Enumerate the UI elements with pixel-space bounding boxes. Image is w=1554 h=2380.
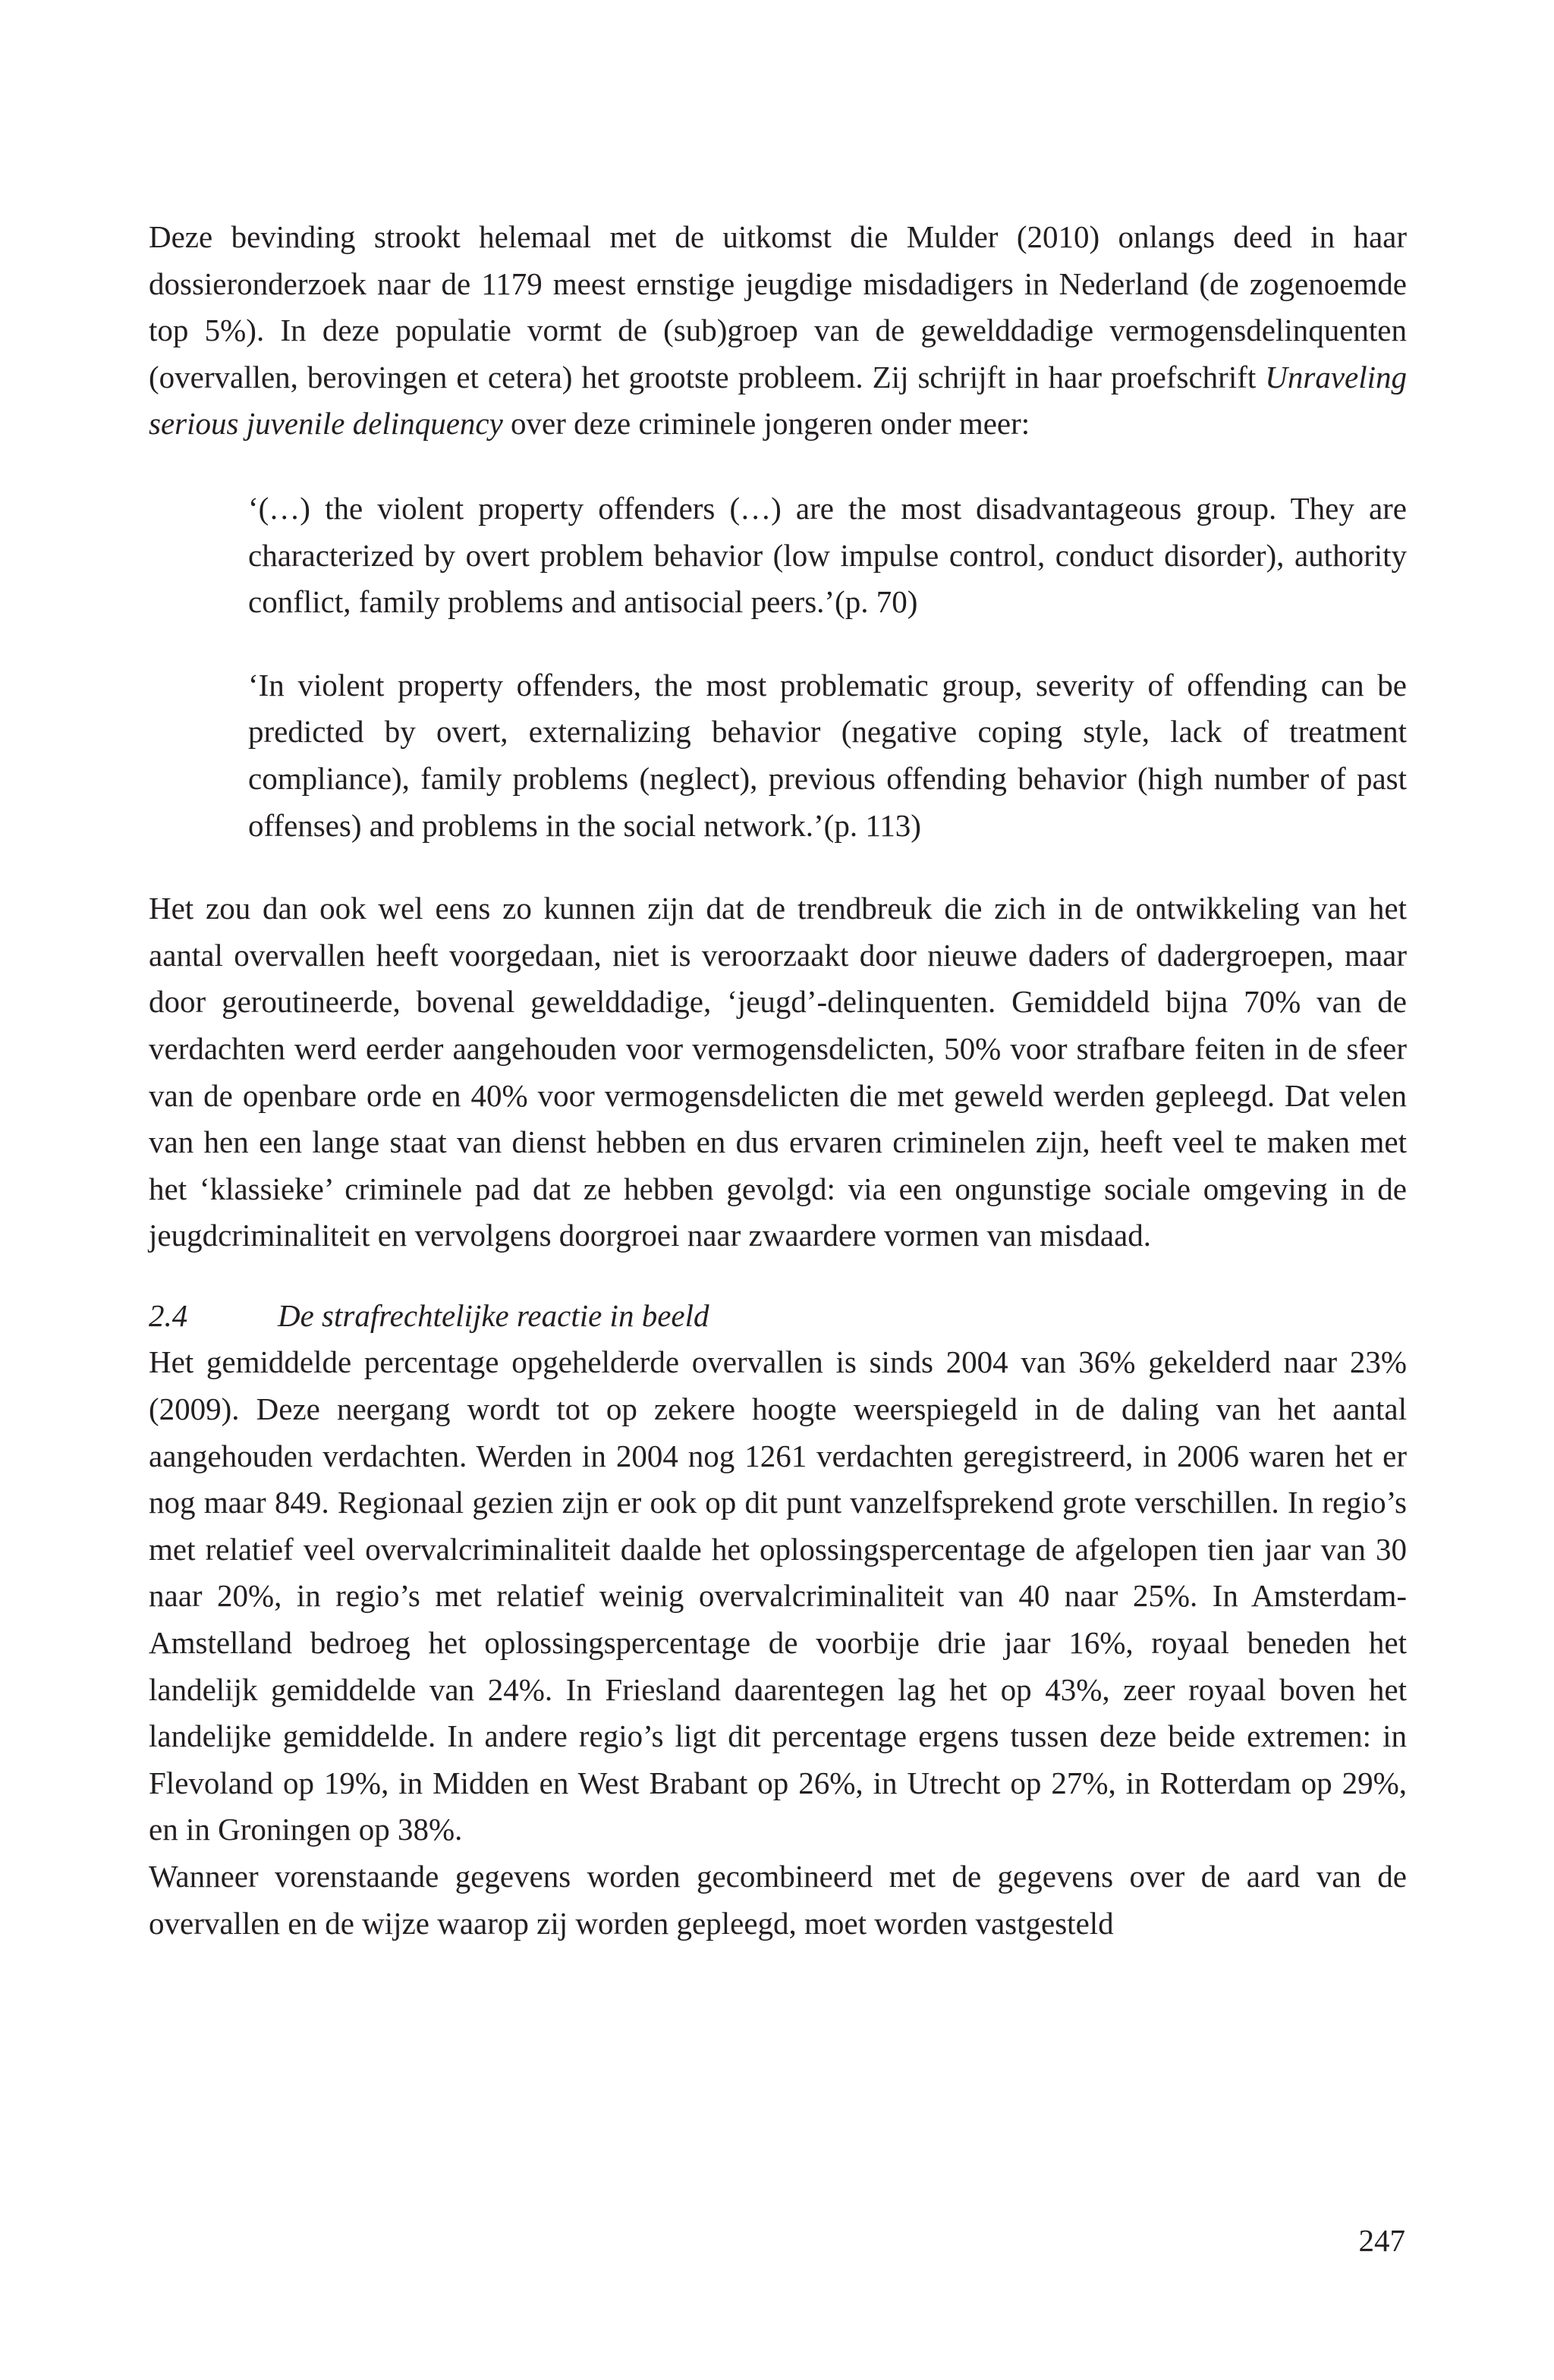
paragraph-mulder — [149, 214, 1407, 448]
block-quote-p113: ‘In violent property offenders, the most problematic group, severity of offending can be predicted by overt, externalizing behavior (negative coping style, lack of treatment compliance), family problems (neglect), previous offending behavior (high number of past offenses) and problems in the social network.’(p. 113) — [248, 667, 1407, 843]
paragraph-mulder-text-start: Deze bevinding strookt helemaal met de uitkomst die Mulder (2010) onlangs deed in haar dossieronderzoek naar de 1179 meest ernstige jeugdige misdadigers in Nederland (de zogenoemde top 5%). In deze populatie vormt de (sub)groep van de gewelddadige vermogensdelinquenten (overvallen, berovingen et cetera) het grootste probleem. Zij schrijft in haar proefschrift — [149, 219, 1407, 395]
paragraph-opheldering: Het gemiddelde percentage opgehelderde overvallen is sinds 2004 van 36% gekelderd naar 23% (2009). Deze neergang wordt tot op zekere hoogte weerspiegeld in de daling van het aantal aangehouden verdachten. Werden in 2004 nog 1261 verdachten geregistreerd, in 2006 waren het er nog maar 849. Regionaal gezien zijn er ook op dit punt vanzelfsprekend grote verschillen. In regio’s met relatief veel overvalcriminaliteit daalde het oplossingspercentage de afgelopen tien jaar van 30 naar 20%, in regio’s met relatief weinig overvalcriminaliteit van 40 naar 25%. In Amsterdam-Amstelland bedroeg het oplossingspercentage de voorbije drie jaar 16%, royaal beneden het landelijk gemiddelde van 24%. In Friesland daarentegen lag het op 43%, zeer royaal boven het landelijke gemiddelde. In andere regio’s ligt dit percentage ergens tussen deze beide extremen: in Flevoland op 19%, in Midden en West Brabant op 26%, in Utrecht op 27%, in Rotterdam op 29%, en in Groningen op 38%. — [149, 1344, 1407, 1847]
block-quote-p70: ‘(…) the violent property offenders (…) are the most disadvantageous group. They are characterized by overt problem behavior (low impulse control, conduct disorder), authority conflict, family problems and antisocial peers.’(p. 70) — [248, 490, 1407, 620]
section-title: De strafrechtelijke reactie in beeld — [278, 1297, 709, 1333]
page-body — [149, 214, 1407, 1947]
paragraph-mulder-text-end: over deze criminele jongeren onder meer: — [502, 406, 1030, 442]
page-number: 247 — [1358, 2223, 1405, 2258]
paragraph-trendbreuk: Het zou dan ook wel eens zo kunnen zijn dat de trendbreuk die zich in de ontwikkeling van het aantal overvallen heeft voorgedaan, niet is veroorzaakt door nieuwe daders of dadergroepen, maar door geroutineerde, bovenal gewelddadige, ‘jeugd’-delinquenten. Gemiddeld bijna 70% van de verdachten werd eerder aangehouden voor vermogensdelicten, 50% voor strafbare feiten in de sfeer van de openbare orde en 40% voor vermogensdelicten die met geweld werden gepleegd. Dat velen van hen een lange staat van dienst hebben en dus ervaren criminelen zijn, heeft veel te maken met het ‘klassieke’ criminele pad dat ze hebben gevolgd: via een ongunstige sociale omgeving in de jeugdcriminaliteit en vervolgens doorgroei naar zwaardere vormen van misdaad. — [149, 891, 1407, 1253]
dissertation-title: Unraveling serious juvenile delinquency — [149, 359, 1407, 442]
section-heading — [149, 1293, 1407, 1340]
paragraph-vorenstaande: Wanneer vorenstaande gegevens worden gecombineerd met de gegevens over de aard van de overvallen en de wijze waarop zij worden gepleegd, moet worden vastgesteld — [149, 1859, 1407, 1941]
section-number: 2.4 — [149, 1297, 188, 1333]
